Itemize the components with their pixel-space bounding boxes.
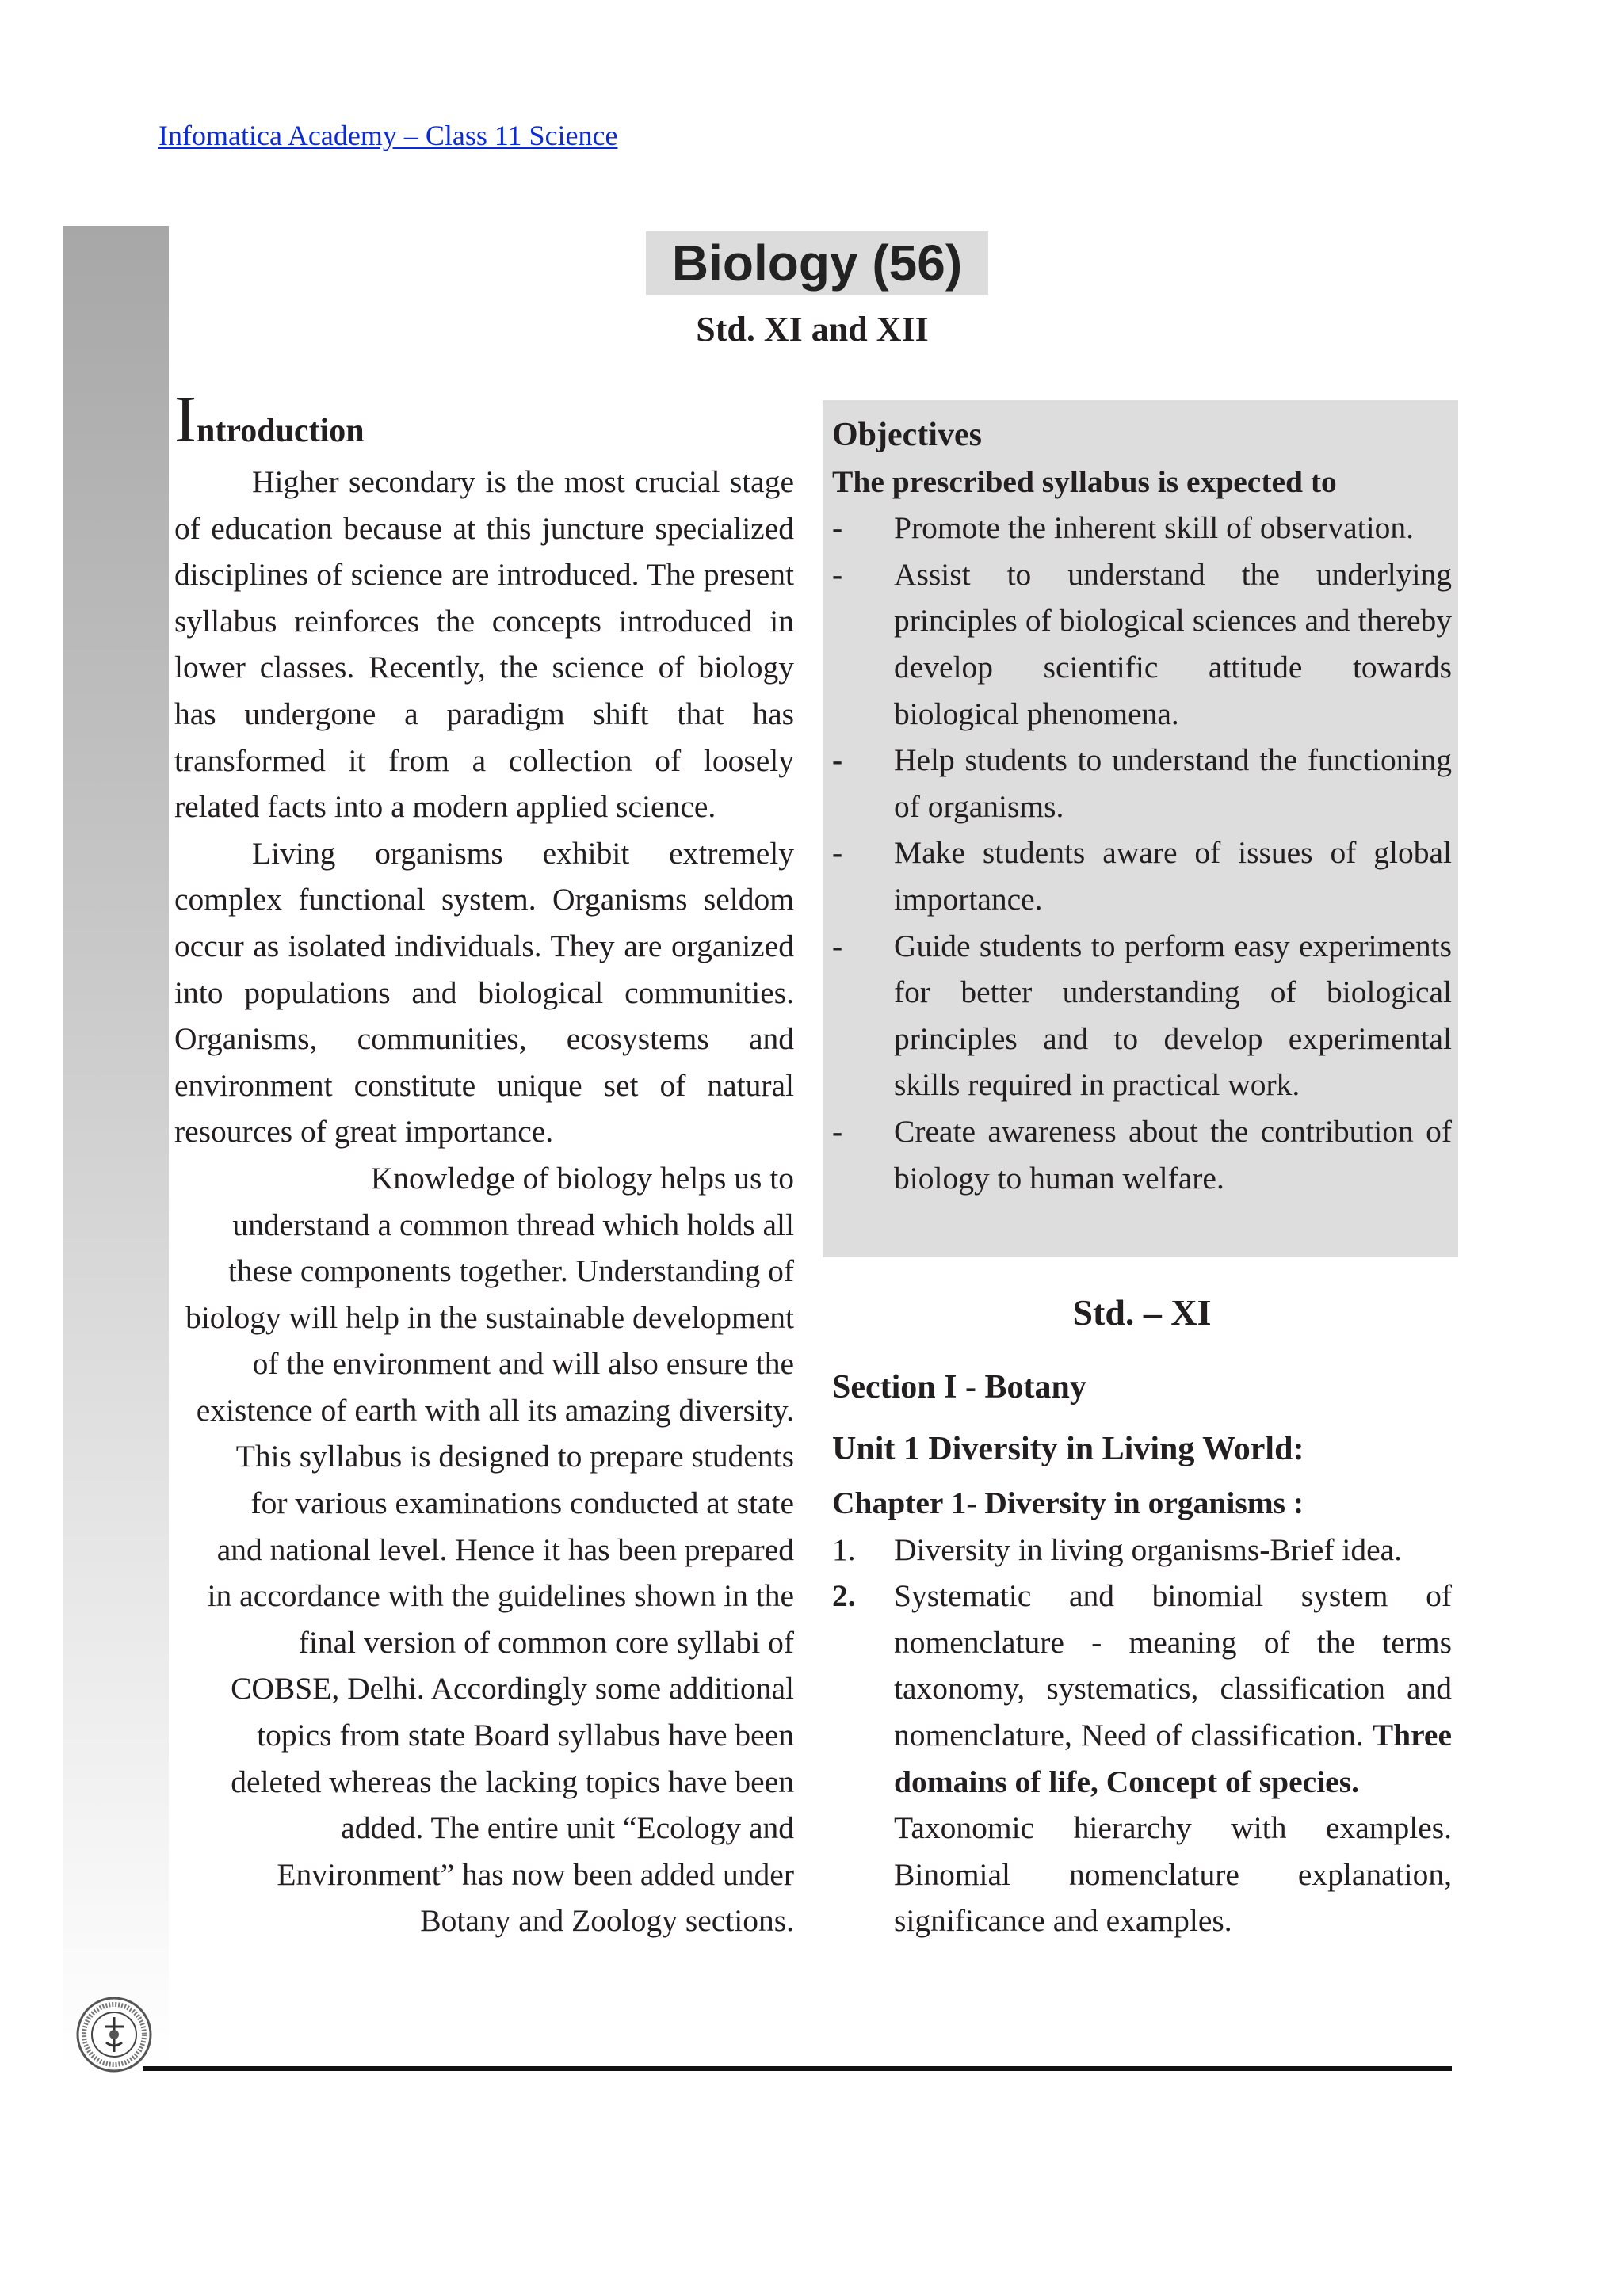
intro-line: This syllabus is designed to prepare students xyxy=(235,1439,794,1474)
intro-line: COBSE, Delhi. Accordingly some additional xyxy=(231,1671,794,1707)
footer-rule xyxy=(143,2066,1452,2071)
objective-item: - Create awareness about the contribution of biology to human welfare. xyxy=(832,1113,1452,1196)
intro-paragraph-3 xyxy=(174,1155,794,1944)
intro-line: of the environment and will also ensure the xyxy=(252,1346,794,1382)
syllabus-content xyxy=(832,1356,1452,1944)
intro-line: added. The entire unit “Ecology and xyxy=(341,1810,794,1846)
objective-item: - Promote the inherent skill of observation. xyxy=(832,510,1415,546)
section-heading: Section I - Botany xyxy=(832,1369,1086,1405)
intro-line: these components together. Understanding of xyxy=(227,1253,794,1289)
topic-item: 1. Diversity in living organisms-Brief idea. xyxy=(832,1531,1403,1567)
objective-item: - Assist to understand the underlying principles of biological sciences and thereby develop scientific attitude towards biological phenomena. xyxy=(832,556,1452,731)
chapter-topic-list xyxy=(832,1527,1452,1806)
intro-paragraph-1: Higher secondary is the most crucial stage of education because at this juncture specialized disciplines of science are introduced. The present syllabus reinforces the concepts introduced in lower classes. Recently, the science of biology has undergone a paradigm shift that has transformed it from a collection of loosely related facts into a modern applied science. xyxy=(174,464,794,825)
intro-line: topics from state Board syllabus have been xyxy=(257,1718,794,1753)
page-title: Biology (56) xyxy=(646,231,988,295)
intro-line: Knowledge of biology helps us to xyxy=(370,1160,794,1196)
intro-line: Botany and Zoology sections. xyxy=(420,1903,794,1939)
introduction-heading: Introduction xyxy=(174,383,365,456)
unit-heading: Unit 1 Diversity in Living World: xyxy=(832,1431,1304,1467)
header-link[interactable]: Infomatica Academy – Class 11 Science xyxy=(158,120,618,151)
intro-line: existence of earth with all its amazing diversity. xyxy=(196,1392,794,1428)
intro-line: final version of common core syllabi of xyxy=(298,1624,794,1660)
objectives-column xyxy=(832,412,1452,1201)
objectives-heading: Objectives xyxy=(832,417,982,453)
std-heading: Std. – XI xyxy=(1072,1292,1212,1333)
sidebar-decoration xyxy=(63,226,169,2068)
intro-line: in accordance with the guidelines shown in the xyxy=(207,1578,794,1614)
board-seal-icon xyxy=(74,1995,154,2074)
taxonomic-text: Taxonomic hierarchy with examples. Binomial nomenclature explanation, significance and examples. xyxy=(894,1810,1452,1939)
intro-line: biology will help in the sustainable development xyxy=(185,1299,794,1335)
intro-line: deleted whereas the lacking topics have been xyxy=(231,1764,794,1799)
introduction-column xyxy=(174,383,794,1944)
objectives-lead: The prescribed syllabus is expected to xyxy=(832,463,1337,499)
objective-item: - Guide students to perform easy experiments for better understanding of biological principles and to develop experimental skills required in practical work. xyxy=(832,928,1452,1103)
intro-line: and national level. Hence it has been prepared xyxy=(216,1531,794,1567)
intro-line: for various examinations conducted at state xyxy=(250,1486,794,1521)
topic-item: 2. Systematic and binomial system of nomenclature - meaning of the terms taxonomy, systematics, classification and nomenclature, Need of classification. Three domains of life, Concept of species. xyxy=(832,1578,1452,1799)
intro-paragraph-2: Living organisms exhibit extremely complex functional system. Organisms seldom occur as isolated individuals. They are organized into populations and biological communities. Organisms, communities, ecosystems and environment constitute unique set of natural resources of great importance. xyxy=(174,835,794,1150)
objective-item: - Help students to understand the functioning of organisms. xyxy=(832,742,1452,824)
intro-line: understand a common thread which holds all xyxy=(232,1207,794,1242)
chapter-heading: Chapter 1- Diversity in organisms : xyxy=(832,1486,1304,1520)
intro-line: Environment” has now been added under xyxy=(277,1856,794,1892)
objective-item: - Make students aware of issues of global importance. xyxy=(832,835,1452,917)
page-subtitle: Std. XI and XII xyxy=(696,310,929,349)
objectives-list xyxy=(832,505,1452,1201)
